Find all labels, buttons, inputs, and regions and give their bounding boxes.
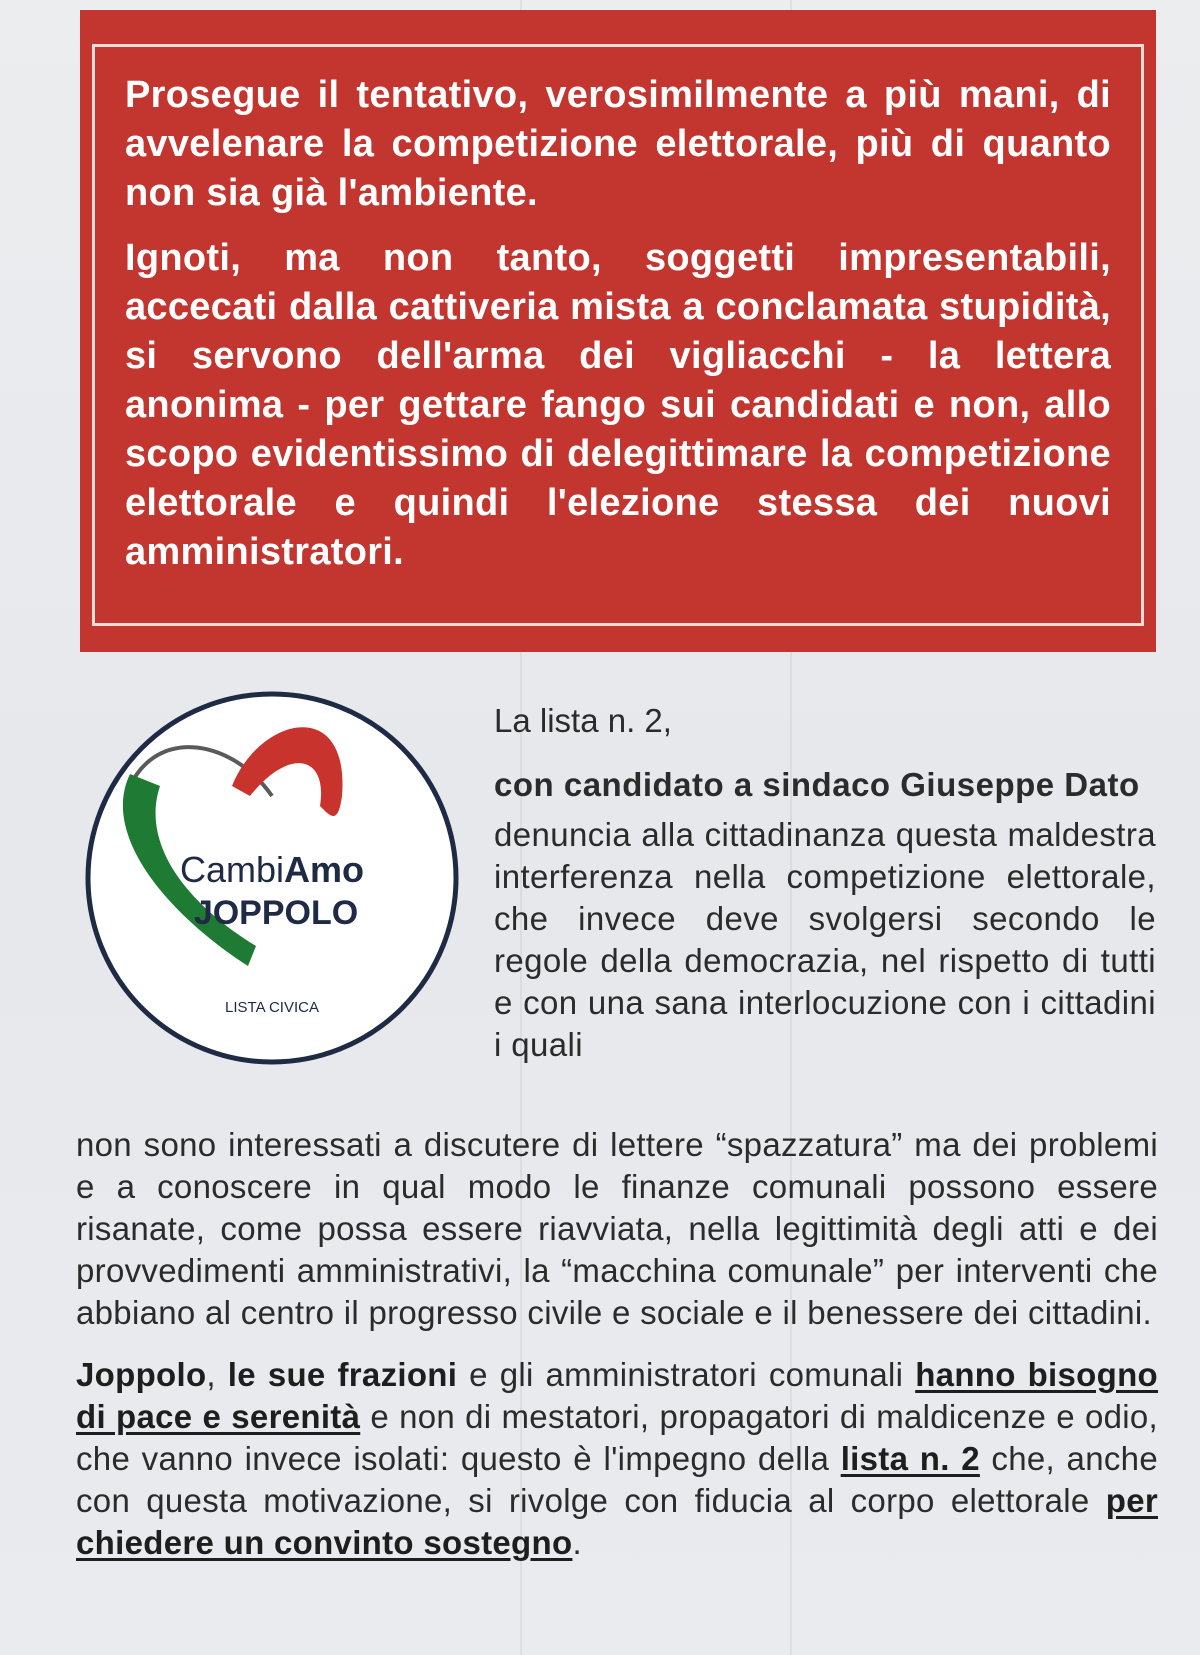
frazioni-bold: le sue frazioni xyxy=(227,1356,458,1393)
closing-text: e non di mestatori, propagatori di maldicenze e odio, che vanno invece isolati: questo è l'impegno della xyxy=(76,1398,1159,1477)
red-notice-text xyxy=(125,71,1111,593)
candidato-line: con candidato a sindaco Giuseppe Dato xyxy=(494,766,1140,803)
closing-text: . xyxy=(572,1524,582,1561)
intro-column xyxy=(494,700,1156,1066)
lista-line: La lista n. 2, xyxy=(494,702,672,739)
lista-n2-underlined: lista n. 2 xyxy=(840,1440,980,1477)
logo-subtitle: LISTA CIVICA xyxy=(225,999,319,1016)
logo-town: JOPPOLO xyxy=(193,894,359,932)
joppolo-bold: Joppolo xyxy=(76,1356,207,1393)
cambiamo-joppolo-logo xyxy=(80,686,464,1070)
logo-name: CambiAmo xyxy=(179,849,365,890)
red-notice-box xyxy=(80,10,1156,652)
closing-text: e gli amministratori comunali xyxy=(457,1356,916,1393)
closing-text: , xyxy=(206,1356,228,1393)
red-paragraph-1: Prosegue il tentativo, verosimilmente a più mani, di avvelenare la competizione elettorale, più di quanto non sia già l'ambiente. xyxy=(125,74,1111,214)
closing-paragraph xyxy=(76,1354,1158,1564)
sostegno-underlined: per chiedere un convinto sostegno xyxy=(76,1482,1158,1561)
closing-text: che, anche con questa motivazione, si rivolge con fiducia al corpo elettorale xyxy=(76,1440,1158,1519)
body-text xyxy=(76,1124,1158,1564)
pace-serenita-underlined: hanno bisogno di pace e serenità xyxy=(76,1356,1159,1435)
denuncia-paragraph: denuncia alla cittadinanza questa maldestra interferenza nella competizione elettorale, che invece deve svolgersi secondo le regole della democrazia, nel rispetto di tutti e con una sana interlocuzione con i cittadini i quali xyxy=(494,816,1156,1063)
red-notice-border xyxy=(92,44,1144,626)
continuation-paragraph: non sono interessati a discutere di lettere “spazzatura” ma dei problemi e a conoscere in qual modo le finanze comunali possono essere risanate, come possa essere riavviata, nella legittimità degli atti e dei provvedimenti amministrativi, la “macchina comunale” per interventi che abbiano al centro il progresso civile e sociale e il benessere dei cittadini. xyxy=(76,1126,1158,1331)
red-paragraph-2: Ignoti, ma non tanto, soggetti impresentabili, accecati dalla cattiveria mista a conclamata stupidità, si servono dell'arma dei vigliacchi - la lettera anonima - per gettare fango sui candidati e non, allo scopo evidentissimo di delegittimare la competizione elettorale e quindi l'elezione stessa dei nuovi amministratori. xyxy=(125,237,1111,573)
